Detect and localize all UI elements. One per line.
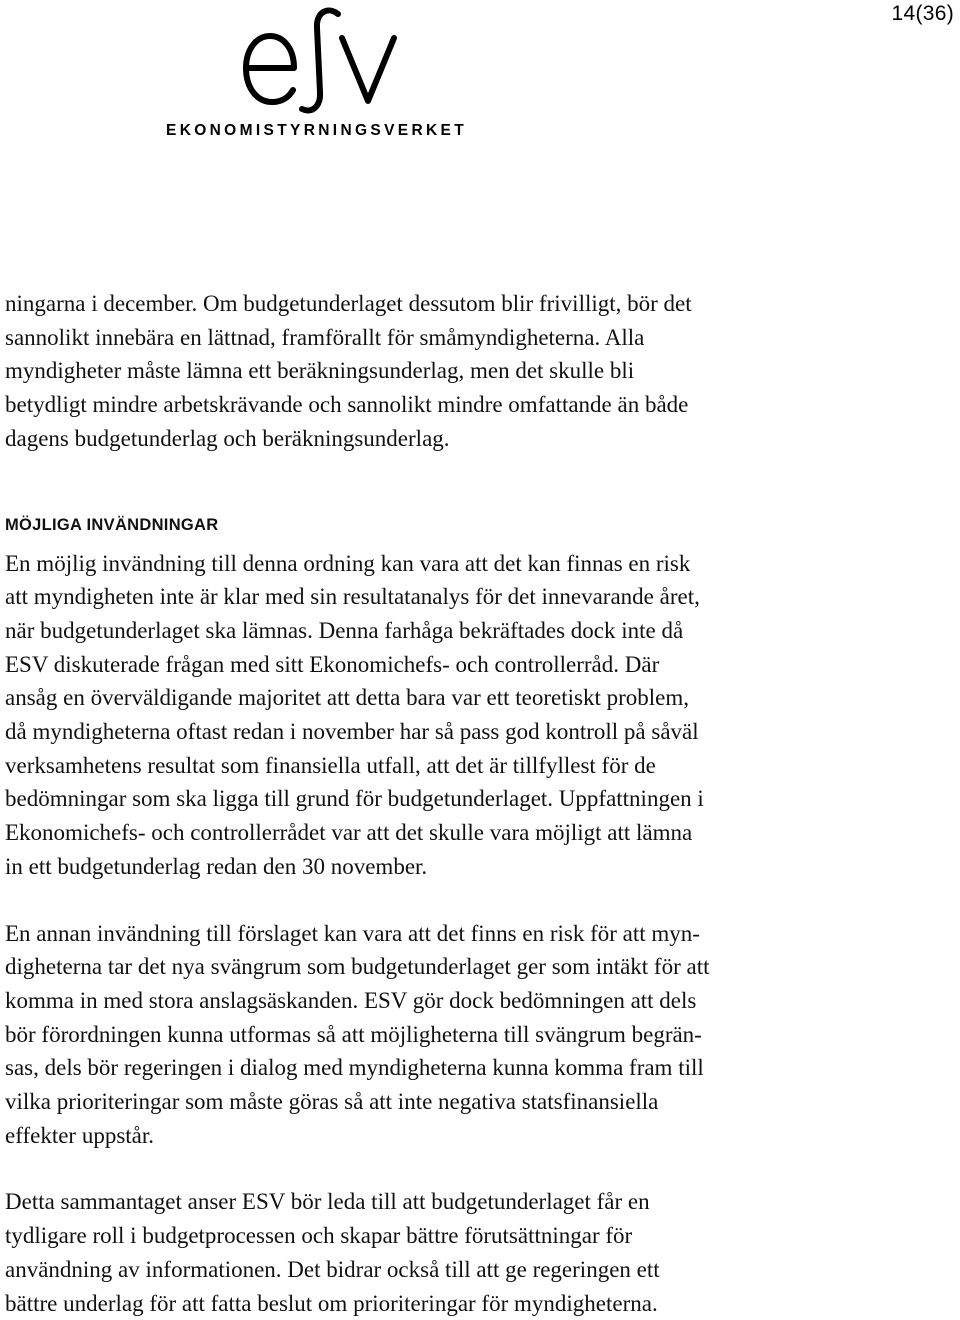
text-line: bör förordningen kunna utformas så att möjligheterna till svängrum begrän-: [5, 1021, 702, 1047]
text-line: effekter uppstår.: [5, 1122, 155, 1148]
text-line: myndigheter måste lämna ett beräkningsunderlag, men det skulle bli: [5, 358, 635, 384]
paragraph-objection-one: [5, 547, 935, 884]
text-line: bättre underlag för att fatta beslut om prioriteringar för myndigheterna.: [5, 1290, 658, 1316]
text-line: att myndigheten inte är klar med sin resultatanalys för det innevarande året,: [5, 584, 700, 610]
text-line: En annan invändning till förslaget kan vara att det finns en risk för att myn-: [5, 920, 700, 946]
text-line: ESV diskuterade frågan med sitt Ekonomichefs- och controllerråd. Där: [5, 651, 660, 677]
text-line: då myndigheterna oftast redan i november har så pass god kontroll på såväl: [5, 719, 699, 745]
text-line: vilka prioriteringar som måste göras så att inte negativa statsfinansiella: [5, 1089, 659, 1115]
paragraph-intro: [5, 287, 935, 456]
section-heading: MÖJLIGA INVÄNDNINGAR: [5, 515, 219, 534]
text-line: Ekonomichefs- och controllerrådet var att det skulle vara möjligt att lämna: [5, 820, 693, 846]
text-line: En möjlig invändning till denna ordning kan vara att det kan finnas en risk: [5, 550, 691, 576]
document-body: [5, 287, 935, 1320]
text-line: användning av informationen. Det bidrar också till att ge regeringen ett: [5, 1256, 660, 1282]
text-line: verksamhetens resultat som finansiella utfall, att det är tillfyllest för de: [5, 752, 656, 778]
text-line: sas, dels bör regeringen i dialog med myndigheterna kunna komma fram till: [5, 1055, 704, 1081]
text-line: in ett budgetunderlag redan den 30 november.: [5, 853, 428, 879]
text-line: sannolikt innebära en lättnad, framförallt för småmyndigheterna. Alla: [5, 324, 645, 350]
text-line: bedömningar som ska ligga till grund för budgetunderlaget. Uppfattningen i: [5, 786, 704, 812]
text-line: när budgetunderlaget ska lämnas. Denna farhåga bekräftades dock inte då: [5, 617, 684, 643]
paragraph-summary: [5, 1185, 935, 1320]
text-line: tydligare roll i budgetprocessen och skapar bättre förutsättningar för: [5, 1223, 633, 1249]
text-line: ningarna i december. Om budgetunderlaget dessutom blir frivilligt, bör det: [5, 291, 692, 316]
esv-logo: [160, 6, 480, 141]
text-line: komma in med stora anslagsäskanden. ESV gör dock bedömningen att dels: [5, 987, 697, 1013]
text-line: betydligt mindre arbetskrävande och sannolikt mindre omfattande än både: [5, 392, 689, 418]
text-line: ansåg en överväldigande majoritet att detta bara var ett teoretiskt problem,: [5, 685, 689, 711]
text-line: dagens budgetunderlag och beräkningsunderlag.: [5, 425, 450, 451]
text-line: Detta sammantaget anser ESV bör leda till att budgetunderlaget får en: [5, 1189, 650, 1215]
logo-subtitle: EKONOMISTYRNINGSVERKET: [166, 122, 468, 139]
text-line: digheterna tar det nya svängrum som budgetunderlaget ger som intäkt för att: [5, 954, 710, 980]
page-number: 14(36): [891, 2, 954, 25]
esv-wordmark: [238, 6, 414, 114]
paragraph-objection-two: [5, 917, 935, 1153]
